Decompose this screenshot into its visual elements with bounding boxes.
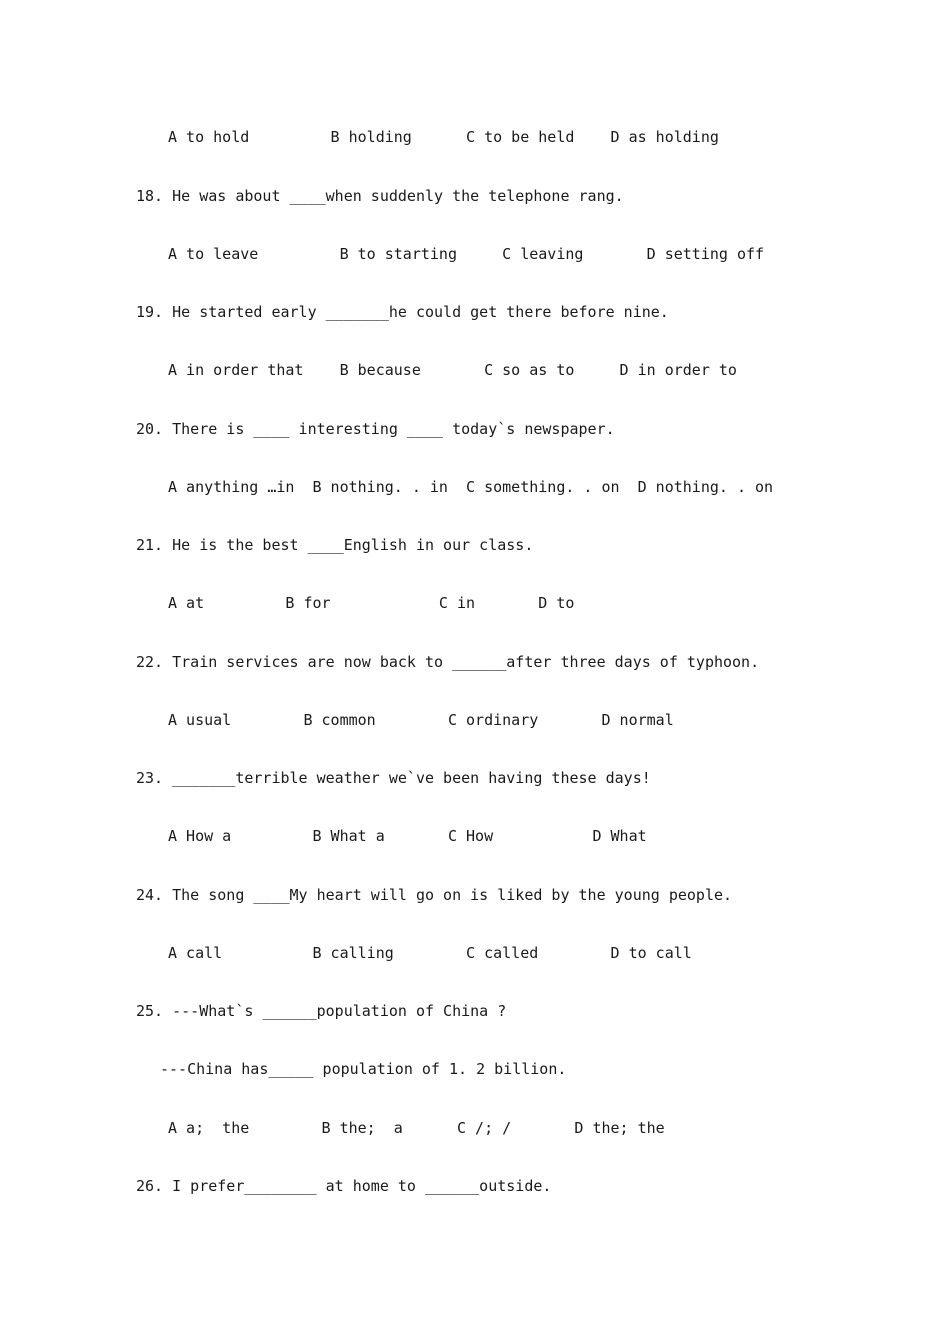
q17-options: A to hold B holding C to be held D as holding xyxy=(168,128,719,146)
q21-options: A at B for C in D to xyxy=(168,594,575,612)
q20-question: 20. There is ____ interesting ____ today`s newspaper. xyxy=(136,420,615,438)
q23-question: 23. _______terrible weather we`ve been having these days! xyxy=(136,769,651,787)
q25-options: A a; the B the; a C /; / D the; the xyxy=(168,1119,665,1137)
q25-answer-line: ---China has_____ population of 1. 2 billion. xyxy=(160,1060,567,1078)
q20-options: A anything …in B nothing. . in C something. . on D nothing. . on xyxy=(168,478,774,496)
q19-options: A in order that B because C so as to D in order to xyxy=(168,361,737,379)
q24-options: A call B calling C called D to call xyxy=(168,944,692,962)
q24-question: 24. The song ____My heart will go on is liked by the young people. xyxy=(136,886,733,904)
q22-question: 22. Train services are now back to ______after three days of typhoon. xyxy=(136,653,760,671)
q22-options: A usual B common C ordinary D normal xyxy=(168,711,674,729)
q25-question: 25. ---What`s ______population of China ? xyxy=(136,1002,507,1020)
q23-options: A How a B What a C How D What xyxy=(168,827,647,845)
q18-question: 18. He was about ____when suddenly the telephone rang. xyxy=(136,187,624,205)
q26-question: 26. I prefer________ at home to ______outside. xyxy=(136,1177,552,1195)
q18-options: A to leave B to starting C leaving D setting off xyxy=(168,245,765,263)
q19-question: 19. He started early _______he could get there before nine. xyxy=(136,303,669,321)
q21-question: 21. He is the best ____English in our class. xyxy=(136,536,534,554)
